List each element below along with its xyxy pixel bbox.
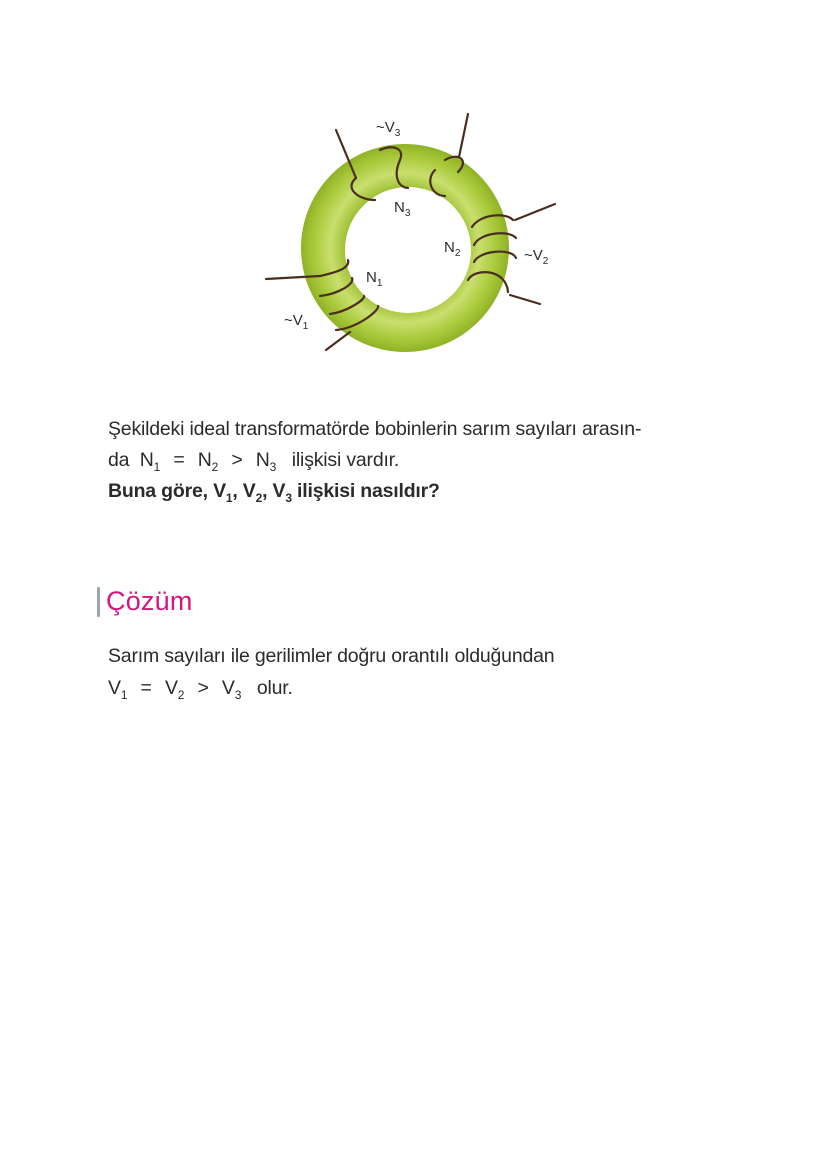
question-line-2: da $N_1 = N_2 > N_3$ ilişkisi vardır. [108, 449, 400, 474]
winding-relation: $N_1 = N_2 > N_3$ [139, 449, 277, 474]
svg-text:~V3: $\sim V_3$ [376, 119, 401, 139]
label-v3 [376, 119, 401, 139]
solution-line-2: $V_1 = V_2 > V_3$ olur. [108, 677, 293, 702]
question-prompt: Buna göre, $V_1$, $V_2$, $V_3$ ilişkisi nasıldır? [108, 480, 440, 505]
solution-title: Çözüm [106, 586, 193, 616]
voltage-relation: $V_1 = V_2 > V_3$ [108, 677, 242, 702]
svg-text:N3: $N_3$ [394, 199, 411, 219]
label-v2 [524, 247, 549, 267]
transformer-figure [260, 100, 580, 370]
question-line-1: Şekildeki ideal transformatörde bobinlerin sarım sayıları arasın- [108, 418, 642, 440]
label-v1 [284, 312, 309, 332]
solution-heading [97, 586, 193, 617]
solution-text [108, 640, 748, 704]
svg-text:N1: $N_1$ [366, 269, 383, 289]
heading-accent-bar [97, 587, 100, 617]
svg-text:~V1: $\sim V_1$ [284, 312, 309, 332]
svg-text:~V2: $\sim V_2$ [524, 247, 549, 267]
question-text [108, 414, 748, 507]
toroid-transformer-diagram [260, 100, 580, 370]
solution-line-1: Sarım sayıları ile gerilimler doğru orantılı olduğundan [108, 645, 555, 667]
svg-text:N2: $N_2$ [444, 239, 461, 259]
